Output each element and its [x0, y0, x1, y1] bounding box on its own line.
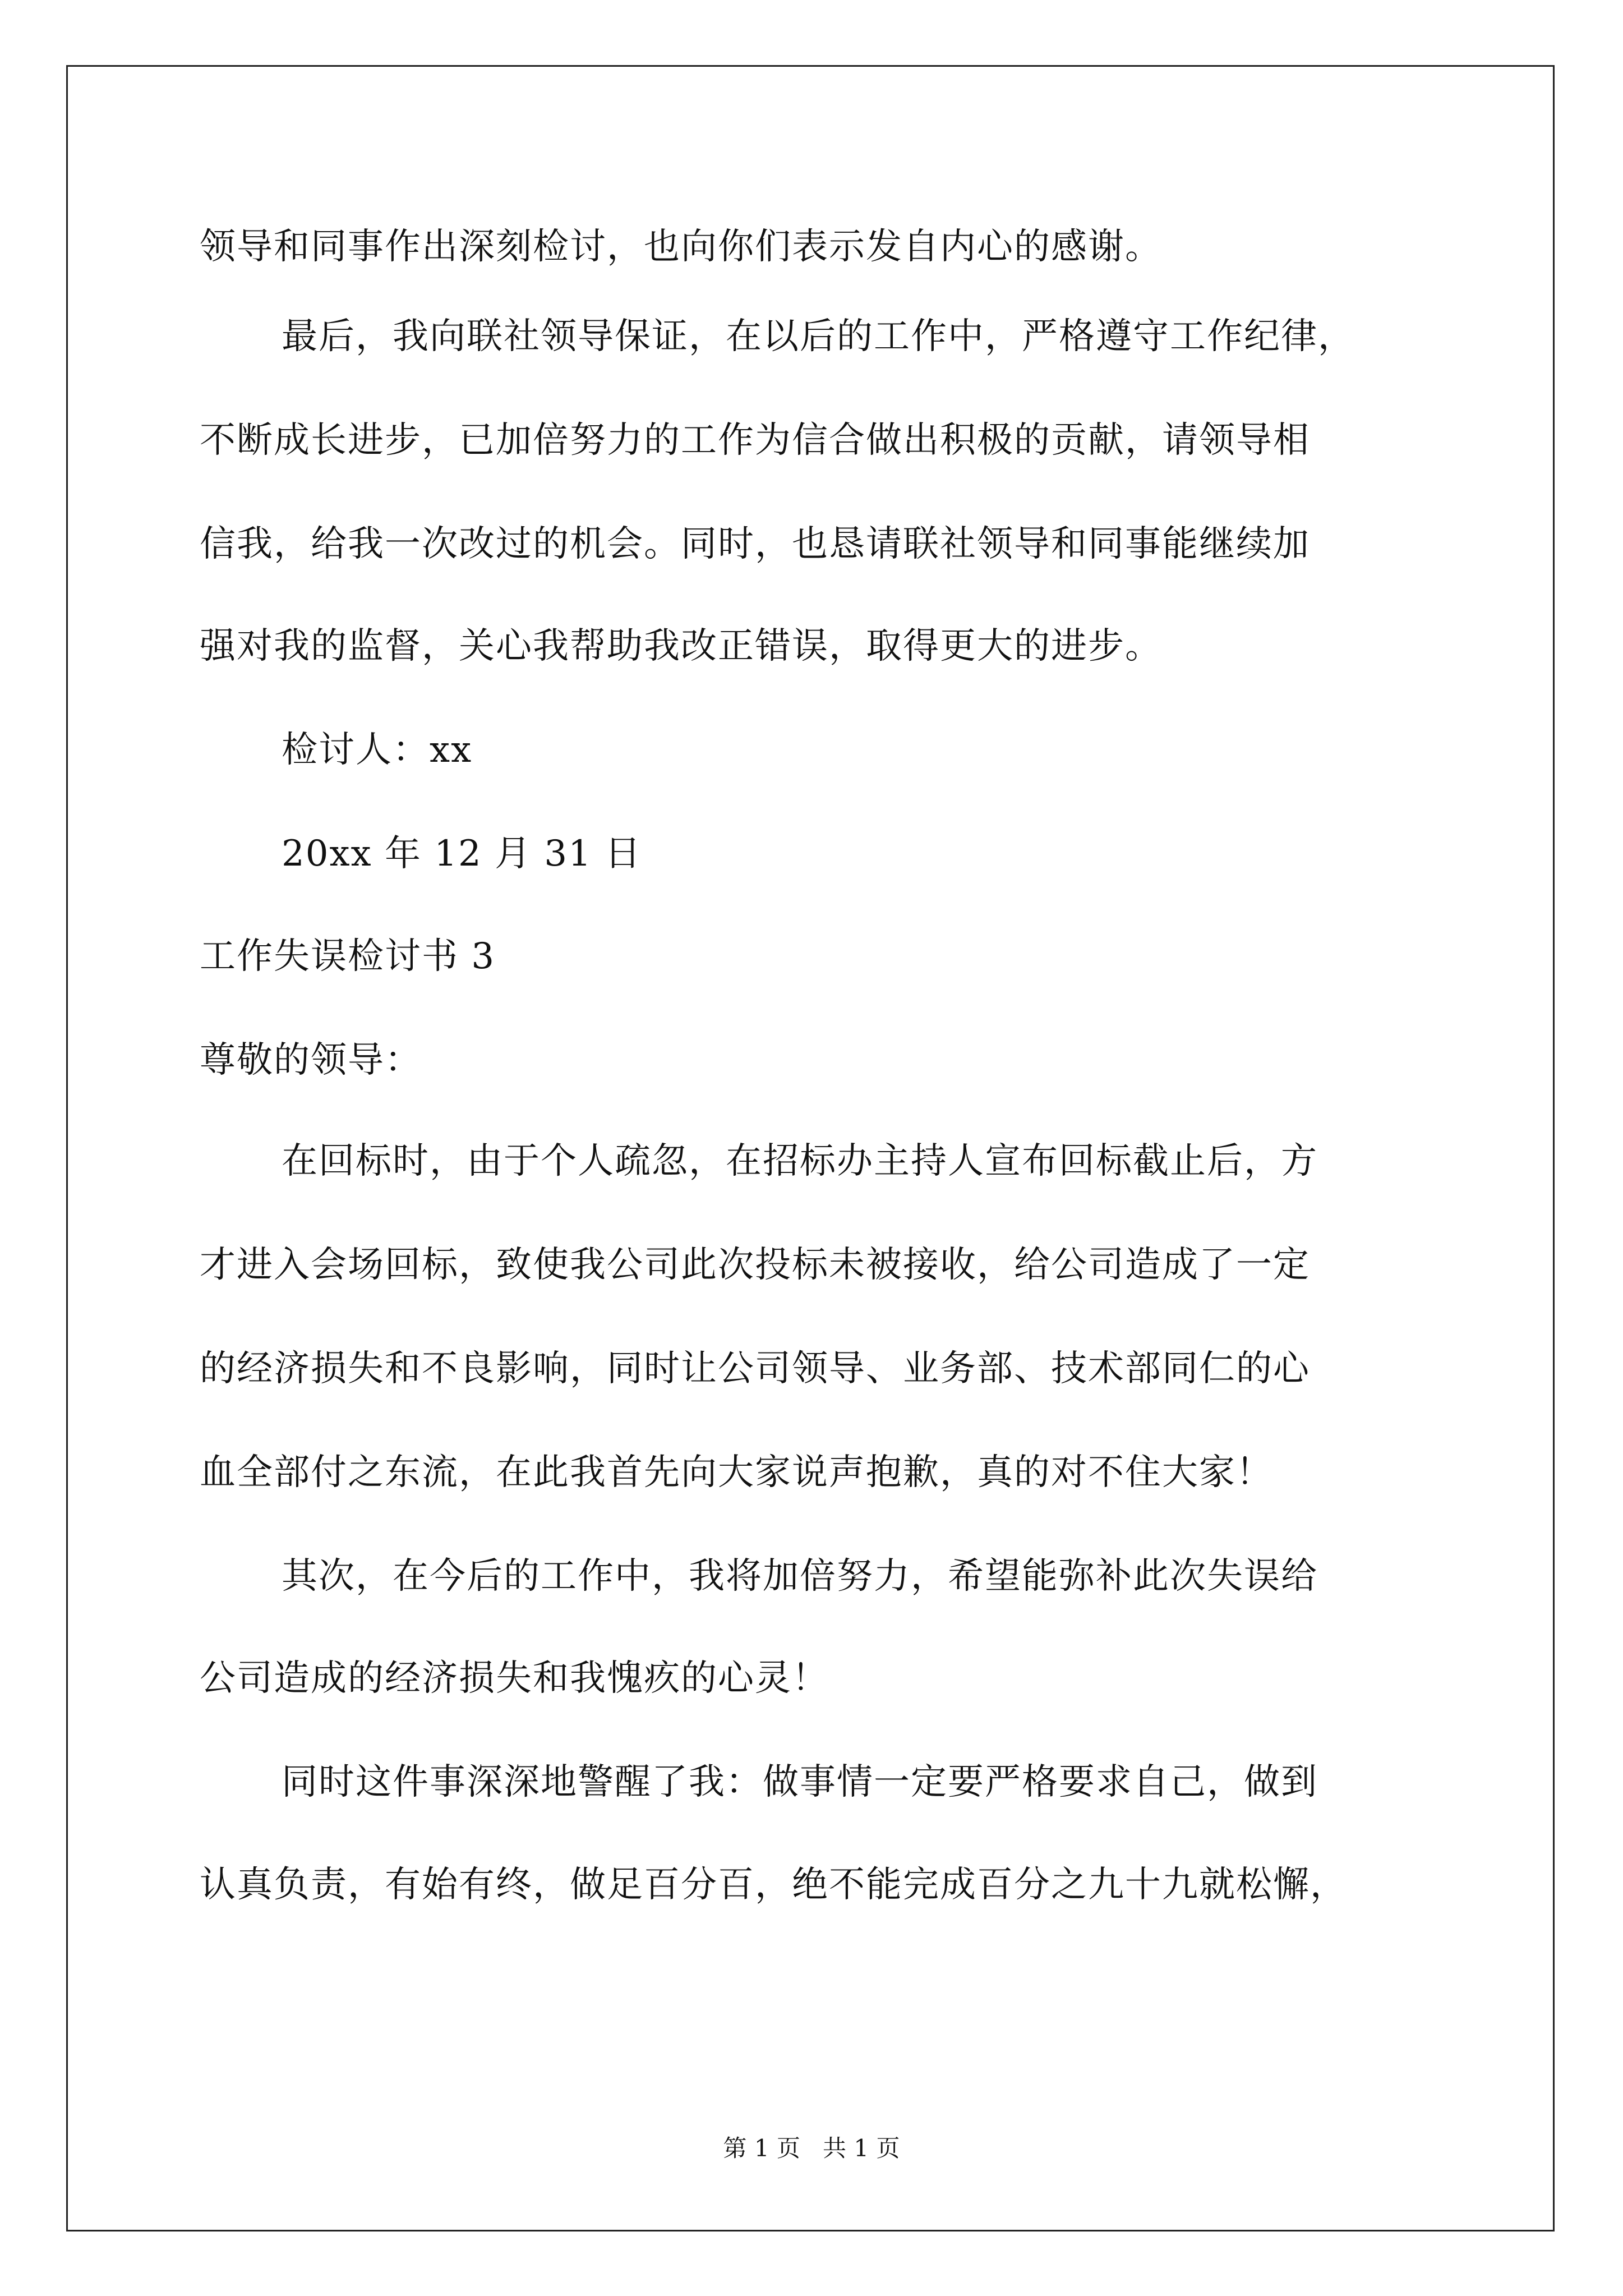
body-text-line: 其次，在今后的工作中，我将加倍努力，希望能弥补此次失误给 — [282, 1556, 1318, 1597]
body-text-line: 领导和同事作出深刻检讨，也向你们表示发自内心的感谢。 — [200, 226, 1162, 268]
body-text-line: 公司造成的经济损失和我愧疚的心灵！ — [200, 1658, 829, 1699]
body-text-line: 血全部付之东流，在此我首先向大家说声抱歉，真的对不住大家！ — [200, 1452, 1273, 1493]
body-text-line: 在回标时，由于个人疏忽，在招标办主持人宣布回标截止后，方 — [282, 1140, 1318, 1182]
body-text-line: 认真负责，有始有终，做足百分百，绝不能完成百分之九十九就松懈， — [200, 1864, 1347, 1906]
body-text-line: 强对我的监督，关心我帮助我改正错误，取得更大的进步。 — [200, 625, 1162, 667]
salutation: 尊敬的领导： — [200, 1039, 422, 1081]
body-text-line: 才进入会场回标，致使我公司此次投标未被接收，给公司造成了一定 — [200, 1244, 1310, 1286]
date-line: 20xx 年 12 月 31 日 — [282, 833, 642, 875]
page-footer: 第 1 页 共 1 页 — [723, 2134, 900, 2162]
body-text-line: 最后，我向联社领导保证，在以后的工作中，严格遵守工作纪律， — [282, 316, 1355, 357]
body-text-line: 的经济损失和不良影响，同时让公司领导、业务部、技术部同仁的心 — [200, 1348, 1310, 1389]
body-text-line: 同时这件事深深地警醒了我：做事情一定要严格要求自己，做到 — [282, 1761, 1318, 1803]
section-title: 工作失误检讨书 3 — [200, 936, 496, 977]
signature-line: 检讨人：xx — [282, 729, 473, 771]
body-text-line: 不断成长进步，已加倍努力的工作为信合做出积极的贡献，请领导相 — [200, 420, 1310, 461]
body-text-line: 信我，给我一次改过的机会。同时，也恳请联社领导和同事能继续加 — [200, 523, 1310, 565]
